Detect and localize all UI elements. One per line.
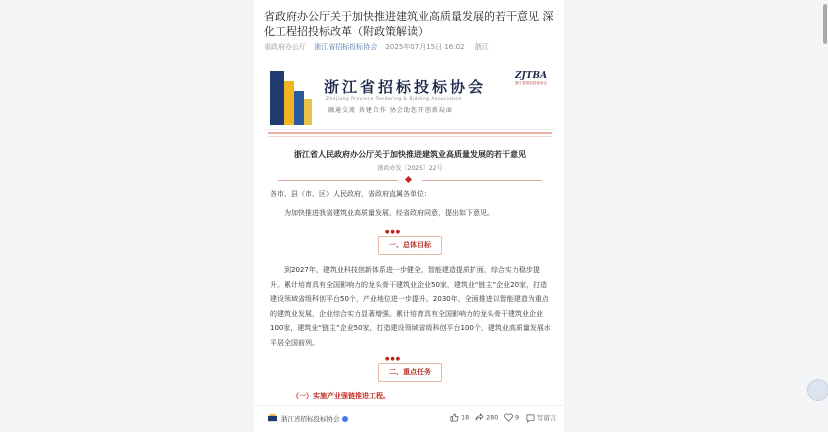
share-button[interactable] bbox=[475, 413, 498, 422]
heart-icon bbox=[504, 413, 513, 422]
thumbs-up-icon bbox=[450, 413, 459, 422]
document-number: 浙政办发〔2025〕22号 bbox=[377, 165, 443, 172]
like-count: 18 bbox=[461, 413, 470, 422]
share-count: 280 bbox=[486, 413, 499, 422]
comment-label: 写留言 bbox=[537, 414, 557, 422]
meta-time: 2025年07月15日 16:02 bbox=[385, 43, 465, 51]
account-name[interactable] bbox=[281, 414, 348, 423]
share-icon bbox=[475, 413, 484, 422]
page-scrollbar[interactable] bbox=[822, 0, 828, 431]
verified-icon bbox=[342, 416, 348, 422]
account-name-text: 浙江省招标投标协会 bbox=[281, 415, 340, 423]
banner-image bbox=[264, 67, 556, 130]
meta-account-link[interactable]: 浙江省招标投标协会 bbox=[314, 43, 378, 51]
scrollbar-thumb[interactable] bbox=[823, 4, 827, 44]
section-heading-2: 二、重点任务 bbox=[378, 363, 442, 382]
like-button[interactable] bbox=[450, 413, 469, 422]
floating-assistant-icon[interactable] bbox=[807, 379, 828, 401]
meta-source: 省政府办公厅 bbox=[264, 43, 306, 51]
favorite-button[interactable] bbox=[504, 413, 519, 422]
logo-text: ZJTBA bbox=[514, 71, 548, 81]
section-dots-icon: ●●● bbox=[385, 356, 402, 362]
favorite-count: 9 bbox=[515, 413, 520, 422]
banner-org-name: 浙江省招标投标协会 bbox=[324, 78, 487, 96]
comment-button[interactable] bbox=[526, 413, 557, 423]
diamond-icon bbox=[405, 176, 412, 183]
section-heading-1: 一、总体目标 bbox=[378, 236, 442, 255]
greeting-paragraph: 各市、县（市、区）人民政府，省政府直属各单位： bbox=[270, 190, 431, 198]
red-divider-thin bbox=[268, 136, 552, 137]
goal-paragraph: 到2027年，建筑业科技创新体系进一步健全，智能建造提质扩面，综合实力稳步提升。累计培育具有全国影响力的龙头骨干建筑业企业50家，建筑业“链主”企业20家，打造建设领域省级科创平台50个，产业地位进一步提升。2030年，全面推进以智能建造为重点的建筑业发展，企业综合实力显著增强。累计培育具有全国影响力的龙头骨干建筑业企业100家，建筑业“链主”企业50家，打造建设领域省级科创平台100个，建筑业高质量发展水平居全国前列。 bbox=[270, 266, 551, 347]
document-title: 浙江省人民政府办公厅关于加快推进建筑业高质量发展的若干意见 bbox=[294, 150, 526, 159]
article-title: 省政府办公厅关于加快推进建筑业高质量发展的若干意见 深化工程招投标改革（附政策解读） bbox=[264, 10, 554, 38]
bottom-action-bar bbox=[254, 405, 564, 432]
banner-org-name-en: Zhejiang Province Tendering & Bidding Association bbox=[326, 97, 462, 102]
association-logo bbox=[514, 71, 548, 93]
article-body bbox=[264, 67, 556, 405]
intro-paragraph: 为加快推进我省建筑业高质量发展，经省政府同意，提出如下意见。 bbox=[284, 209, 494, 217]
banner-slogan: 融通交流 共建合作 协会助您开创新局面 bbox=[328, 107, 453, 114]
account-avatar-icon[interactable] bbox=[268, 414, 277, 423]
subsection-heading: （一）实施产业强链推进工程。 bbox=[292, 392, 390, 400]
ornament-divider bbox=[264, 176, 556, 184]
meta-region: 浙江 bbox=[474, 43, 489, 51]
section-dots-icon: ●●● bbox=[385, 229, 402, 235]
red-divider bbox=[268, 132, 552, 134]
logo-sub: 浙江省招标投标协会 bbox=[514, 81, 548, 85]
comment-icon bbox=[526, 414, 535, 423]
article-meta bbox=[264, 42, 489, 52]
